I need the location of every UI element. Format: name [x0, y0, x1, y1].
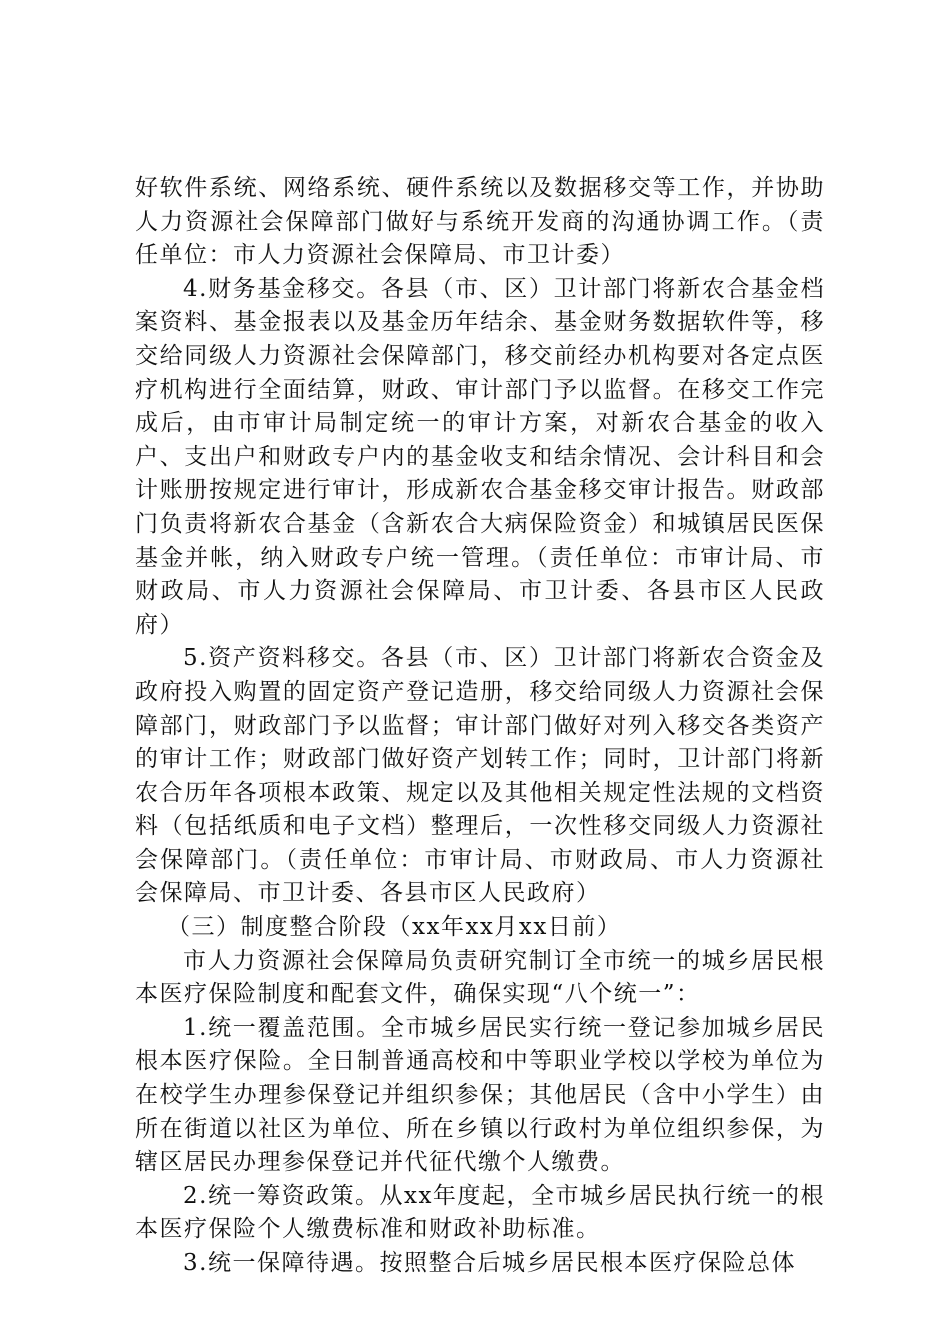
paragraph-eight-unifications-intro: 市人力资源社会保障局负责研究制订全市统一的城乡居民根本医疗保险制度和配套文件，确保实现“八个统一”：: [135, 947, 825, 1008]
paragraph-asset-data-transfer: 5.资产资料移交。各县（市、区）卫计部门将新农合资金及政府投入购置的固定资产登记造册，移交给同级人力资源社会保障部门，财政部门予以监督；审计部门做好对列入移交各类资产的审计工作；财政部门做好资产划转工作；同时，卫计部门将新农合历年各项根本政策、规定以及其他相关规定性法规的文档资料（包括纸质和电子文档）整理后，一次性移交同级人力资源社会保障部门。（责任单位：市审计局、市财政局、市人力资源社会保障局、市卫计委、各县市区人民政府）: [135, 645, 825, 907]
document-page: [135, 172, 825, 1281]
paragraph-finance-fund-transfer: 4.财务基金移交。各县（市、区）卫计部门将新农合基金档案资料、基金报表以及基金历年结余、基金财务数据软件等，移交给同级人力资源社会保障部门，移交前经办机构要对各定点医疗机构进行全面结算，财政、审计部门予以监督。在移交工作完成后，由市审计局制定统一的审计方案，对新农合基金的收入户、支出户和财政专户内的基金收支和结余情况、会计科目和会计账册按规定进行审计，形成新农合基金移交审计报告。财政部门负责将新农合基金（含新农合大病保险资金）和城镇居民医保基金并帐，纳入财政专户统一管理。（责任单位：市审计局、市财政局、市人力资源社会保障局、市卫计委、各县市区人民政府）: [135, 275, 825, 638]
paragraph-unified-benefits: 3.统一保障待遇。按照整合后城乡居民根本医疗保险总体: [183, 1250, 796, 1276]
paragraph-unified-funding-policy: 2.统一筹资政策。从xx年度起，全市城乡居民执行统一的根本医疗保险个人缴费标准和财政补助标准。: [135, 1182, 825, 1243]
section-heading-system-integration: （三）制度整合阶段（xx年xx月xx日前）: [167, 914, 622, 941]
paragraph-continuation: 好软件系统、网络系统、硬件系统以及数据移交等工作，并协助人力资源社会保障部门做好与系统开发商的沟通协调工作。（责任单位：市人力资源社会保障局、市卫计委）: [135, 175, 825, 269]
paragraph-unified-coverage: 1.统一覆盖范围。全市城乡居民实行统一登记参加城乡居民根本医疗保险。全日制普通高校和中等职业学校以学校为单位为在校学生办理参保登记并组织参保；其他居民（含中小学生）由所在街道以社区为单位、所在乡镇以行政村为单位组织参保，为辖区居民办理参保登记并代征代缴个人缴费。: [135, 1014, 825, 1176]
